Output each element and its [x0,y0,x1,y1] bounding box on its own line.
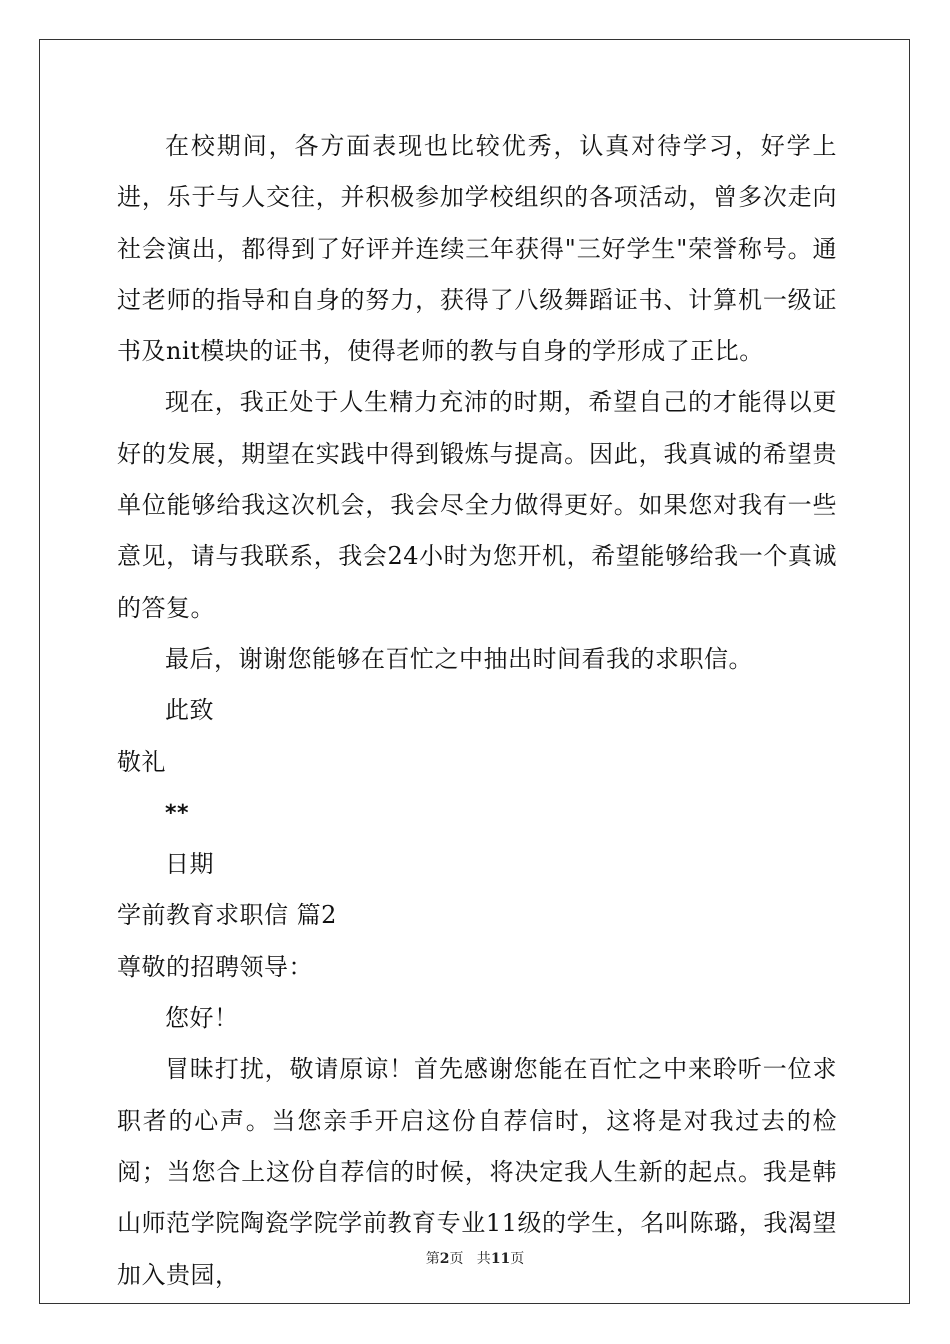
document-body [117,121,837,1301]
signature: ** [165,800,190,826]
page-footer [0,1248,950,1268]
closing-line-2: 敬礼 [117,747,166,776]
salutation: 尊敬的招聘领导： [117,952,313,981]
paragraph-career-hope: 现在，我正处于人生精力充沛的时期，希望自己的才能得以更好的发展，期望在实践中得到锻炼与提高。因此，我真诚的希望贵单位能够给我这次机会，我会尽全力做得更好。如果您对我有一些意见，请与我联系，我会24小时为您开机，希望能够给我一个真诚的答复。 [117,388,837,622]
footer-page-total: 11 [490,1251,511,1267]
paragraph-introduction: 冒昧打扰，敬请原谅！首先感谢您能在百忙之中来聆听一位求职者的心声。当您亲手开启这份自荐信时，这将是对我过去的检阅；当您合上这份自荐信的时候，将决定我人生新的起点。我是韩山师范学院陶瓷学院学前教育专业11级的学生，名叫陈璐，我渴望加入贵园， [117,1055,837,1289]
footer-page-prefix: 第 [425,1251,440,1267]
date-line: 日期 [165,850,214,879]
paragraph-school-performance: 在校期间，各方面表现也比较优秀，认真对待学习，好学上进，乐于与人交往，并积极参加学校组织的各项活动，曾多次走向社会演出，都得到了好评并连续三年获得"三好学生"荣誉称号。通过老师的指导和自身的努力，获得了八级舞蹈证书、计算机一级证书及nit模块的证书，使得老师的教与自身的学形成了正比。 [117,132,837,366]
section-title: 学前教育求职信 篇2 [117,901,337,930]
footer-page-mid: 页 共 [449,1251,491,1267]
footer-page-suffix: 页 [510,1251,525,1267]
paragraph-thanks: 最后，谢谢您能够在百忙之中抽出时间看我的求职信。 [165,644,753,673]
closing-line-1: 此致 [165,696,214,725]
footer-page-current: 2 [439,1251,450,1267]
greeting: 您好！ [165,1004,239,1033]
